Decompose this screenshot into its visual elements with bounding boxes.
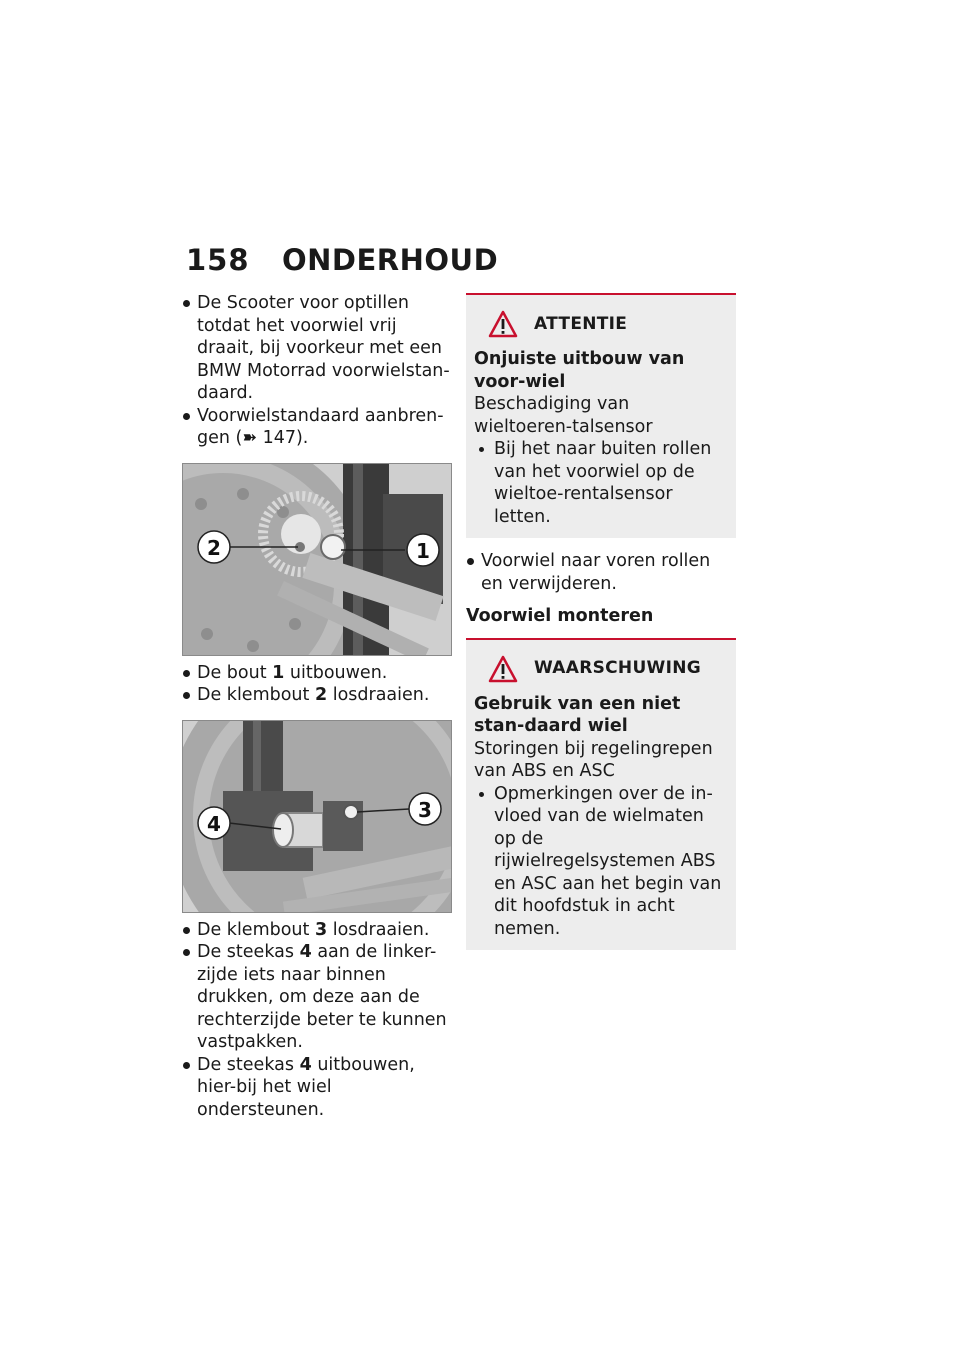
warning-triangle-icon	[488, 310, 518, 338]
attention-action: Bij het naar buiten rollen van het voorwiel op de wieltoe-rentalsensor letten.	[474, 438, 728, 528]
warning-triangle-icon	[488, 655, 518, 683]
warning-action: Opmerkingen over de in-vloed van de wielmaten op de rijwielregelsystemen ABS en ASC aan het begin van dit hoofdstuk in acht nemen.	[474, 783, 728, 941]
attention-box	[466, 293, 736, 538]
step-push-axle-4: De steekas 4 aan de linker-zijde iets naar binnen drukken, om deze aan de rechterzijde beter te kunnen vastpakken.	[182, 941, 452, 1054]
step-roll-wheel-out: Voorwiel naar voren rollen en verwijderen.	[466, 550, 736, 595]
callout-3-label: 3	[418, 797, 432, 822]
photo-front-axle-left	[182, 720, 452, 913]
step-loosen-clamp-2: De klembout 2 losdraaien.	[182, 684, 452, 707]
step-loosen-clamp-3: De klembout 3 losdraaien.	[182, 919, 452, 942]
chapter-title: ONDERHOUD	[282, 243, 499, 277]
callout-2-label: 2	[207, 535, 221, 560]
step-mount-stand: Voorwielstandaard aanbren-gen (➽ 147).	[182, 405, 452, 450]
axle-illustration-1	[183, 464, 451, 655]
left-column	[182, 292, 452, 1121]
page-number: 158	[186, 243, 250, 277]
step-lift-scooter: De Scooter voor optillen totdat het voorwiel vrij draait, bij voorkeur met een BMW Motorrad voorwielstan-daard.	[182, 292, 452, 405]
callout-4-label: 4	[207, 811, 221, 836]
step-remove-bolt-1: De bout 1 uitbouwen.	[182, 662, 452, 685]
attention-consequence: Beschadiging van wieltoeren-talsensor	[474, 394, 653, 437]
warning-box	[466, 638, 736, 951]
attention-subtitle: Onjuiste uitbouw van voor-wiel	[474, 349, 685, 392]
axle-illustration-2	[183, 721, 451, 912]
step-remove-axle-4: De steekas 4 uitbouwen, hier-bij het wiel ondersteunen.	[182, 1054, 452, 1122]
warning-subtitle: Gebruik van een niet stan-daard wiel	[474, 693, 681, 736]
right-column	[466, 293, 736, 950]
attention-title: ATTENTIE	[534, 313, 628, 334]
photo-front-axle-right	[182, 463, 452, 656]
callout-1-label: 1	[416, 538, 430, 563]
warning-title: WAARSCHUWING	[534, 658, 702, 679]
section-title-mount-wheel: Voorwiel monteren	[466, 606, 654, 626]
warning-consequence: Storingen bij regelingrepen van ABS en ASC	[474, 738, 713, 781]
page-header	[186, 243, 498, 277]
